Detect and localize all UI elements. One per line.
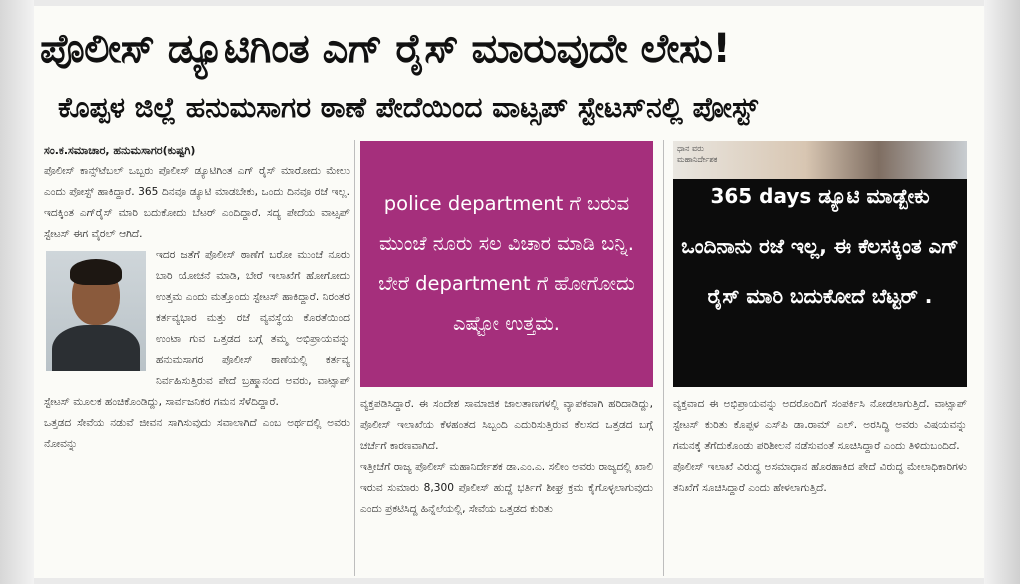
portrait-hair [70, 259, 122, 285]
scan-edge-left [0, 0, 34, 584]
article-column-3 [673, 394, 967, 576]
dateline: ಸಂ.ಕ.ಸಮಾಚಾರ, ಹನುಮಸಾಗರ(ಕುಷ್ಟಗಿ) [44, 144, 196, 157]
black-status-text: 365 days ಡ್ಯೂಟಿ ಮಾಡ್ಬೇಕು ಒಂದಿನಾನು ರಜೆ ಇಲ್ಲ, ಈ ಕೆಲಸಕ್ಕಿಂತ ಎಗ್ ರೈಸ್ ಮಾರಿ ಬದುಕೋದೆ ಬೆಟ್ಟರ್ . [681, 184, 959, 308]
column-divider [354, 140, 355, 576]
article-column-1 [44, 140, 350, 576]
portrait-shirt [52, 325, 140, 371]
paragraph-3: ಒತ್ತಡದ ಸೇವೆಯ ನಡುವೆ ಜೀವನ ಸಾಗಿಸುವುದು ಸವಾಲಾಗಿದೆ ಎಂಬ ಅರ್ಥದಲ್ಲಿ ಅವರು ನೋವನ್ನು [44, 417, 350, 450]
headline: ಪೊಲೀಸ್ ಡ್ಯೂಟಿಗಿಂತ ಎಗ್ ರೈಸ್ ಮಾರುವುದೇ ಲೇಸು! [40, 26, 731, 72]
status-screenshot-black [673, 141, 967, 387]
subheadline: ಕೊಪ್ಪಳ ಜಿಲ್ಲೆ ಹನುಮಸಾಗರ ಠಾಣೆ ಪೇದೆಯಿಂದ ವಾಟ್ಸಪ್ ಸ್ಟೇಟಸ್‌ನಲ್ಲಿ ಪೋಸ್ಟ್ [58, 91, 758, 124]
reporter-portrait-photo [46, 251, 146, 371]
column-divider [663, 140, 664, 576]
article-column-2 [360, 394, 653, 576]
paragraph-5: ಇತ್ತೀಚೆಗೆ ರಾಜ್ಯ ಪೊಲೀಸ್ ಮಹಾನಿರ್ದೇಶಕ ಡಾ.ಎಂ.ಎ. ಸಲೀಂ ಅವರು ರಾಜ್ಯದಲ್ಲಿ ಖಾಲಿ ಇರುವ ಸುಮಾರು 8,300 ಪೊಲೀಸ್ ಹುದ್ದೆ ಭರ್ತಿಗೆ ಶೀಘ್ರ ಕ್ರಮ ಕೈಗೊಳ್ಳಲಾಗುವುದು ಎಂದು ಪ್ರಕಟಿಸಿದ್ದ ಹಿನ್ನೆಲೆಯಲ್ಲಿ, ಸೇವೆಯ ಒತ್ತಡದ ಕುರಿತು [360, 461, 653, 515]
paragraph-6: ವ್ಯಕ್ತವಾದ ಈ ಅಭಿಪ್ರಾಯವನ್ನು ಅದರೊಂದಿಗೆ ಸಂಪರ್ಕಿಸಿ ನೋಡಲಾಗುತ್ತಿದೆ. ವಾಟ್ಸಾಪ್ ಸ್ಟೇಟಸ್ ಕುರಿತು ಕೊಪ್ಪಳ ಎಸ್‌ಪಿ ಡಾ.ರಾಮ್ ಎಲ್. ಅರಸಿದ್ಧಿ ಅವರು ವಿಷಯವನ್ನು ಗಮನಕ್ಕೆ ತೆಗೆದುಕೊಂಡು ಪರಿಶೀಲನೆ ನಡೆಸುವಂತೆ ಸೂಚಿಸಿದ್ದಾರೆ ಎಂದು ತಿಳಿದುಬಂದಿದೆ. [673, 398, 967, 452]
status-screenshot-pink [360, 141, 653, 387]
pink-status-text: police department ಗೆ ಬರುವ ಮುಂಚೆ ನೂರು ಸಲ ವಿಚಾರ ಮಾಡಿ ಬನ್ನಿ. ಬೇರೆ department ಗೆ ಹೋಗೋದು ಎಷ್ಟೋ ಉತ್ತಮ. [378, 192, 635, 335]
paragraph-7: ಪೊಲೀಸ್ ಇಲಾಖೆ ವಿರುದ್ಧ ಅಸಮಾಧಾನ ಹೊರಹಾಕಿದ ಪೇದೆ ವಿರುದ್ಧ ಮೇಲಾಧಿಕಾರಿಗಳು ತನಿಖೆಗೆ ಸೂಚಿಸಿದ್ದಾರೆ ಎಂದು ಹೇಳಲಾಗುತ್ತಿದೆ. [673, 461, 967, 494]
strip-label: ಧಾನ ವರು ಮಹಾನಿರ್ದೇಶಕ [677, 144, 718, 164]
paragraph-2: ಇದರ ಜತೆಗೆ ಪೊಲೀಸ್ ಠಾಣೆಗೆ ಬರೋ ಮುಂಚೆ ನೂರು ಬಾರಿ ಯೋಚನೆ ಮಾಡಿ, ಬೇರೆ ಇಲಾಖೆಗೆ ಹೋಗೋದು ಉತ್ತಮ ಎಂದು ಮತ್ತೊಂದು ಸ್ಟೇಟಸ್ ಹಾಕಿದ್ದಾರೆ. ನಿರಂತರ ಕರ್ತವ್ಯಭಾರ ಮತ್ತು ರಜೆ ವ್ಯವಸ್ಥೆಯ ಕೊರತೆಯಿಂದ ಉಂಟಾ ಗುವ ಒತ್ತಡದ ಬಗ್ಗೆ ತಮ್ಮ ಅಭಿಪ್ರಾಯವನ್ನು ಹನುಮಸಾಗರ ಪೊಲೀಸ್ ಠಾಣೆಯಲ್ಲಿ ಕರ್ತವ್ಯ ನಿರ್ವಹಿಸುತ್ತಿರುವ ಪೇದೆ ಬ್ರಹ್ಮಾನಂದ ಅವರು, ವಾಟ್ಸಾಪ್ ಸ್ಟೇಟಸ್ ಮೂಲಕ ಹಂಚಿಕೊಂಡಿದ್ದು, ಸಾರ್ವಜನಿಕರ ಗಮನ ಸೆಳೆದಿದ್ದಾರೆ. [44, 249, 350, 408]
paragraph-1: ಪೊಲೀಸ್ ಕಾನ್ಸ್‌ಟೆಬಲ್ ಒಬ್ಬರು ಪೊಲೀಸ್ ಡ್ಯೂಟಿಗಿಂತ ಎಗ್ ರೈಸ್ ಮಾರೋದು ಮೇಲು ಎಂದು ಪೋಸ್ಟ್ ಹಾಕಿದ್ದಾರೆ. 365 ದಿನವೂ ಡ್ಯೂಟಿ ಮಾಡಬೇಕು, ಒಂದು ದಿನವೂ ರಜೆ ಇಲ್ಲ. ಇದಕ್ಕಿಂತ ಎಗ್‌ರೈಸ್ ಮಾರಿ ಬದುಕೋದು ಬೆಟರ್ ಎಂದಿದ್ದಾರೆ. ಸದ್ಯ ಪೇದೆಯ ವಾಟ್ಸಪ್ ಸ್ಟೇಟಸ್ ಈಗ ವೈರಲ್ ಆಗಿದೆ. [44, 165, 350, 240]
scan-edge-right [984, 0, 1020, 584]
paragraph-4: ವ್ಯಕ್ತಪಡಿಸಿದ್ದಾರೆ. ಈ ಸಂದೇಶ ಸಾಮಾಜಿಕ ಜಾಲತಾಣಗಳಲ್ಲಿ ವ್ಯಾಪಕವಾಗಿ ಹರಿದಾಡಿದ್ದು, ಪೊಲೀಸ್ ಇಲಾಖೆಯ ಕೆಳಹಂತದ ಸಿಬ್ಬಂದಿ ಎದುರಿಸುತ್ತಿರುವ ಕೆಲಸದ ಒತ್ತಡದ ಬಗ್ಗೆ ಚರ್ಚೆಗೆ ಕಾರಣವಾಗಿದೆ. [360, 398, 653, 452]
